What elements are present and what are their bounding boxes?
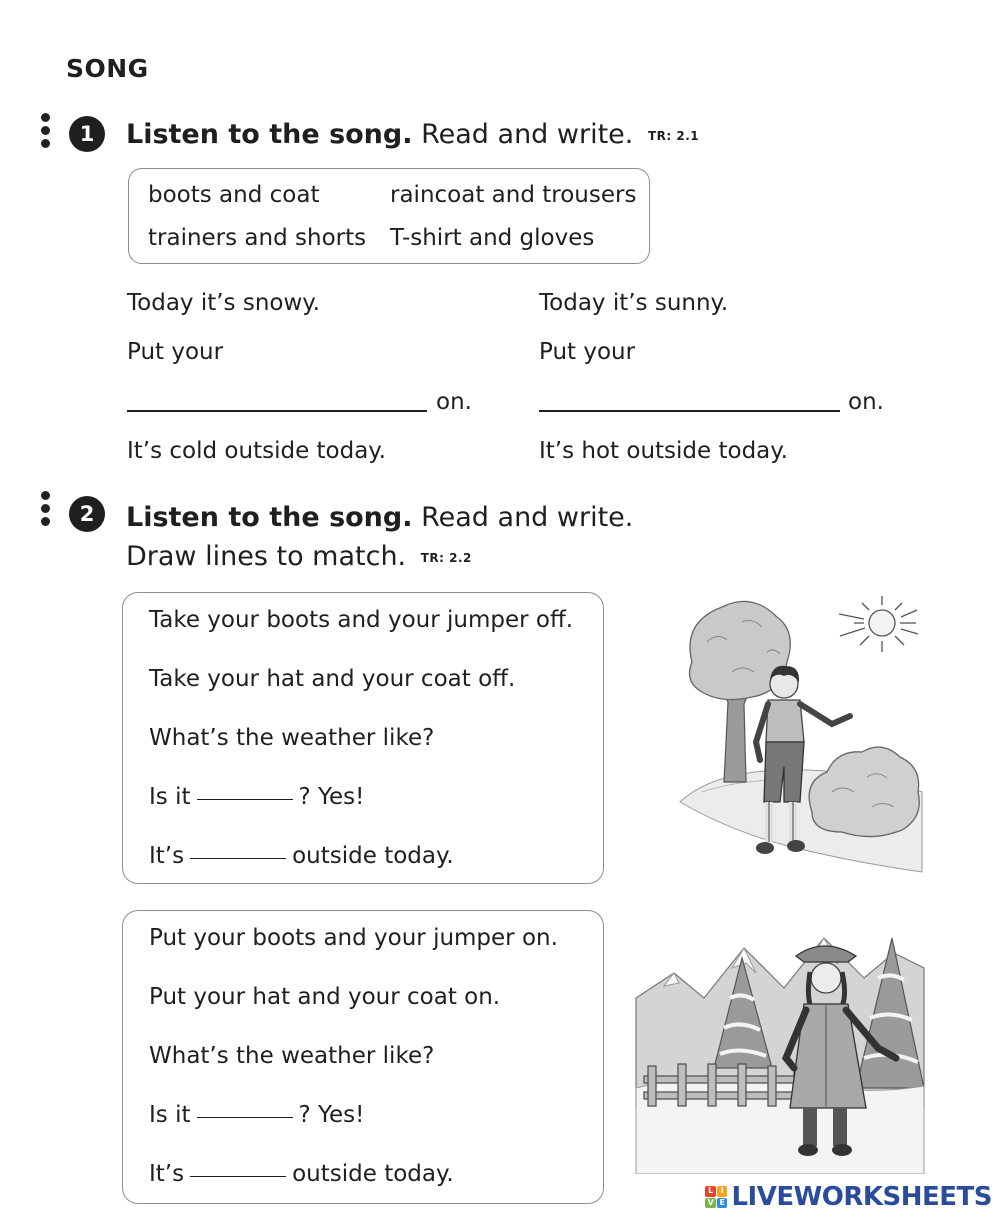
verse-1-line-5	[149, 843, 454, 869]
verse-1-line-4-pre: Is it	[149, 784, 191, 810]
verse-1-temperature-blank[interactable]	[190, 858, 286, 859]
word-bank-item: boots and coat	[148, 182, 320, 208]
verse-1-line-4-post: ? Yes!	[298, 784, 365, 810]
logo-letter: E	[717, 1198, 728, 1209]
sunny-line-2: Put your	[539, 339, 636, 365]
liveworksheets-logo[interactable]	[705, 1182, 992, 1212]
liveworksheets-badge-icon	[705, 1186, 727, 1208]
snowy-line-1: Today it’s snowy.	[127, 290, 320, 316]
verse-2-weather-blank[interactable]	[197, 1117, 293, 1118]
drag-handle-icon	[41, 113, 51, 152]
exercise-1-number: 1	[69, 116, 105, 152]
sun-icon	[839, 596, 918, 652]
verse-1-line-4	[149, 784, 364, 810]
sunny-line-4: It’s hot outside today.	[539, 438, 788, 464]
logo-letter: V	[705, 1198, 716, 1209]
exercise-2-number: 2	[69, 496, 105, 532]
verse-2-line-4-post: ? Yes!	[298, 1102, 365, 1128]
verse-2-line-4	[149, 1102, 364, 1128]
exercise-1-heading	[126, 116, 699, 155]
verse-2-line-3: What’s the weather like?	[149, 1043, 435, 1069]
exercise-1-title-rest: Read and write.	[421, 119, 634, 150]
snowy-blank-suffix: on.	[436, 389, 472, 415]
verse-2-line-4-pre: Is it	[149, 1102, 191, 1128]
exercise-2-heading-line-2	[126, 538, 472, 577]
verse-1-line-2: Take your hat and your coat off.	[149, 666, 516, 692]
verse-1-weather-blank[interactable]	[197, 799, 293, 800]
snowy-line-4: It’s cold outside today.	[127, 438, 386, 464]
exercise-2-track: TR: 2.2	[420, 550, 472, 565]
verse-2-box	[122, 910, 604, 1204]
verse-2-line-5	[149, 1161, 454, 1187]
verse-2-line-2: Put your hat and your coat on.	[149, 984, 501, 1010]
verse-1-line-3: What’s the weather like?	[149, 725, 435, 751]
exercise-2-title-line-2: Draw lines to match.	[126, 541, 407, 572]
sunny-answer-blank[interactable]	[539, 410, 840, 412]
exercise-2-title-rest: Read and write.	[421, 502, 634, 533]
snowy-girl-illustration	[634, 918, 926, 1174]
verse-2-line-5-pre: It’s	[149, 1161, 185, 1187]
word-bank-item: raincoat and trousers	[390, 182, 637, 208]
logo-letter: L	[705, 1186, 716, 1197]
word-bank-item: T-shirt and gloves	[390, 225, 595, 251]
exercise-2-heading	[126, 499, 633, 537]
verse-1-box	[122, 592, 604, 884]
verse-1-line-5-post: outside today.	[292, 843, 454, 869]
verse-2-line-5-post: outside today.	[292, 1161, 454, 1187]
verse-1-line-5-pre: It’s	[149, 843, 185, 869]
drag-handle-icon	[41, 491, 51, 530]
sunny-blank-suffix: on.	[848, 389, 884, 415]
word-bank	[128, 168, 650, 264]
verse-2-temperature-blank[interactable]	[190, 1176, 286, 1177]
exercise-1-title-bold: Listen to the song.	[126, 119, 413, 150]
sunny-boy-illustration	[672, 592, 928, 884]
verse-1-line-1: Take your boots and your jumper off.	[149, 607, 574, 633]
section-title: SONG	[66, 54, 149, 83]
liveworksheets-logo-text: LIVEWORKSHEETS	[731, 1182, 992, 1212]
snowy-answer-blank[interactable]	[127, 410, 427, 412]
word-bank-item: trainers and shorts	[148, 225, 367, 251]
verse-2-line-1: Put your boots and your jumper on.	[149, 925, 558, 951]
exercise-2-title-bold: Listen to the song.	[126, 502, 413, 533]
sunny-line-1: Today it’s sunny.	[539, 290, 729, 316]
snowy-line-2: Put your	[127, 339, 224, 365]
logo-letter: I	[717, 1186, 728, 1197]
exercise-1-track: TR: 2.1	[647, 128, 700, 143]
